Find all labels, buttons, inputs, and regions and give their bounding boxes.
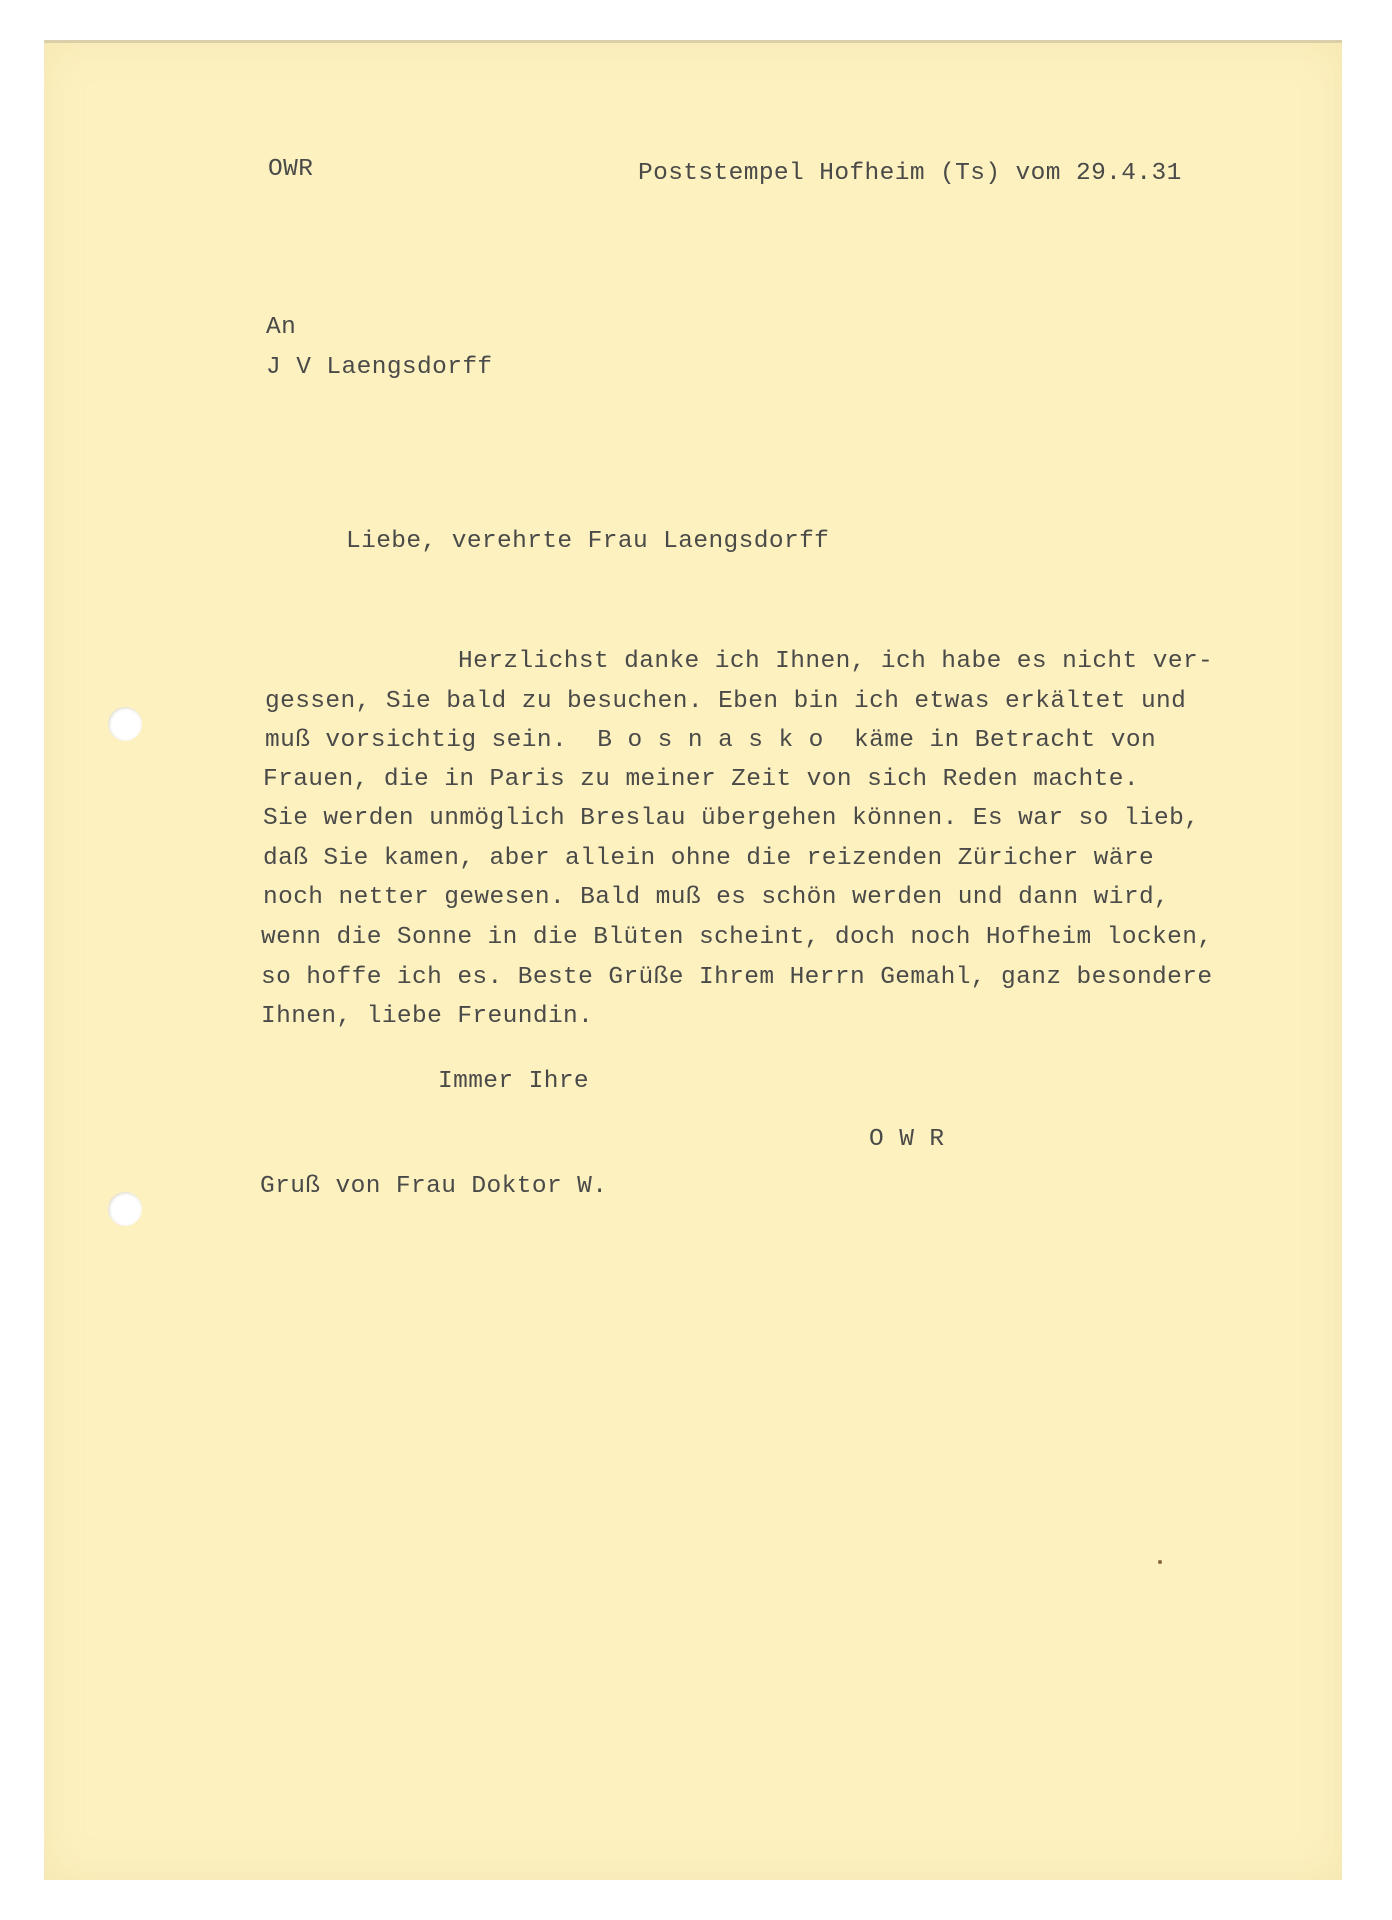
body-line: gessen, Sie bald zu besuchen. Eben bin ich etwas erkältet und [265,688,1187,715]
body-line: wenn die Sonne in die Blüten scheint, doch noch Hofheim locken, [261,924,1213,951]
recipient-prefix: An [266,314,297,341]
body-line: Herzlichst danke ich Ihnen, ich habe es nicht ver- [307,648,1214,675]
letter-page [44,40,1342,1880]
body-line: noch netter gewesen. Bald muß es schön werden und dann wird, [263,884,1170,911]
body-line: Sie werden unmöglich Breslau übergehen können. Es war so lieb, [263,805,1200,832]
paper-edge [44,40,1342,43]
body-line: Ihnen, liebe Freundin. [261,1003,594,1030]
punch-hole-top [108,707,142,741]
paper-speck [1158,1560,1162,1564]
body-line: so hoffe ich es. Beste Grüße Ihrem Herrn Gemahl, ganz besondere [261,964,1213,991]
body-line: daß Sie kamen, aber allein ohne die reizenden Züricher wäre [263,845,1155,872]
body-line: Frauen, die in Paris zu meiner Zeit von sich Reden machte. [263,766,1139,793]
salutation: Liebe, verehrte Frau Laengsdorff [346,528,830,555]
postscript: Gruß von Frau Doktor W. [260,1173,608,1200]
recipient-name: J V Laengsdorff [266,354,493,381]
header-sender-initials: OWR [268,156,314,183]
header-postmark: Poststempel Hofheim (Ts) vom 29.4.31 [638,160,1182,187]
signature: O W R [869,1126,945,1153]
body-line: muß vorsichtig sein. B o s n a s k o käme in Betracht von [265,727,1157,754]
closing: Immer Ihre [438,1068,590,1095]
punch-hole-bottom [108,1192,142,1226]
